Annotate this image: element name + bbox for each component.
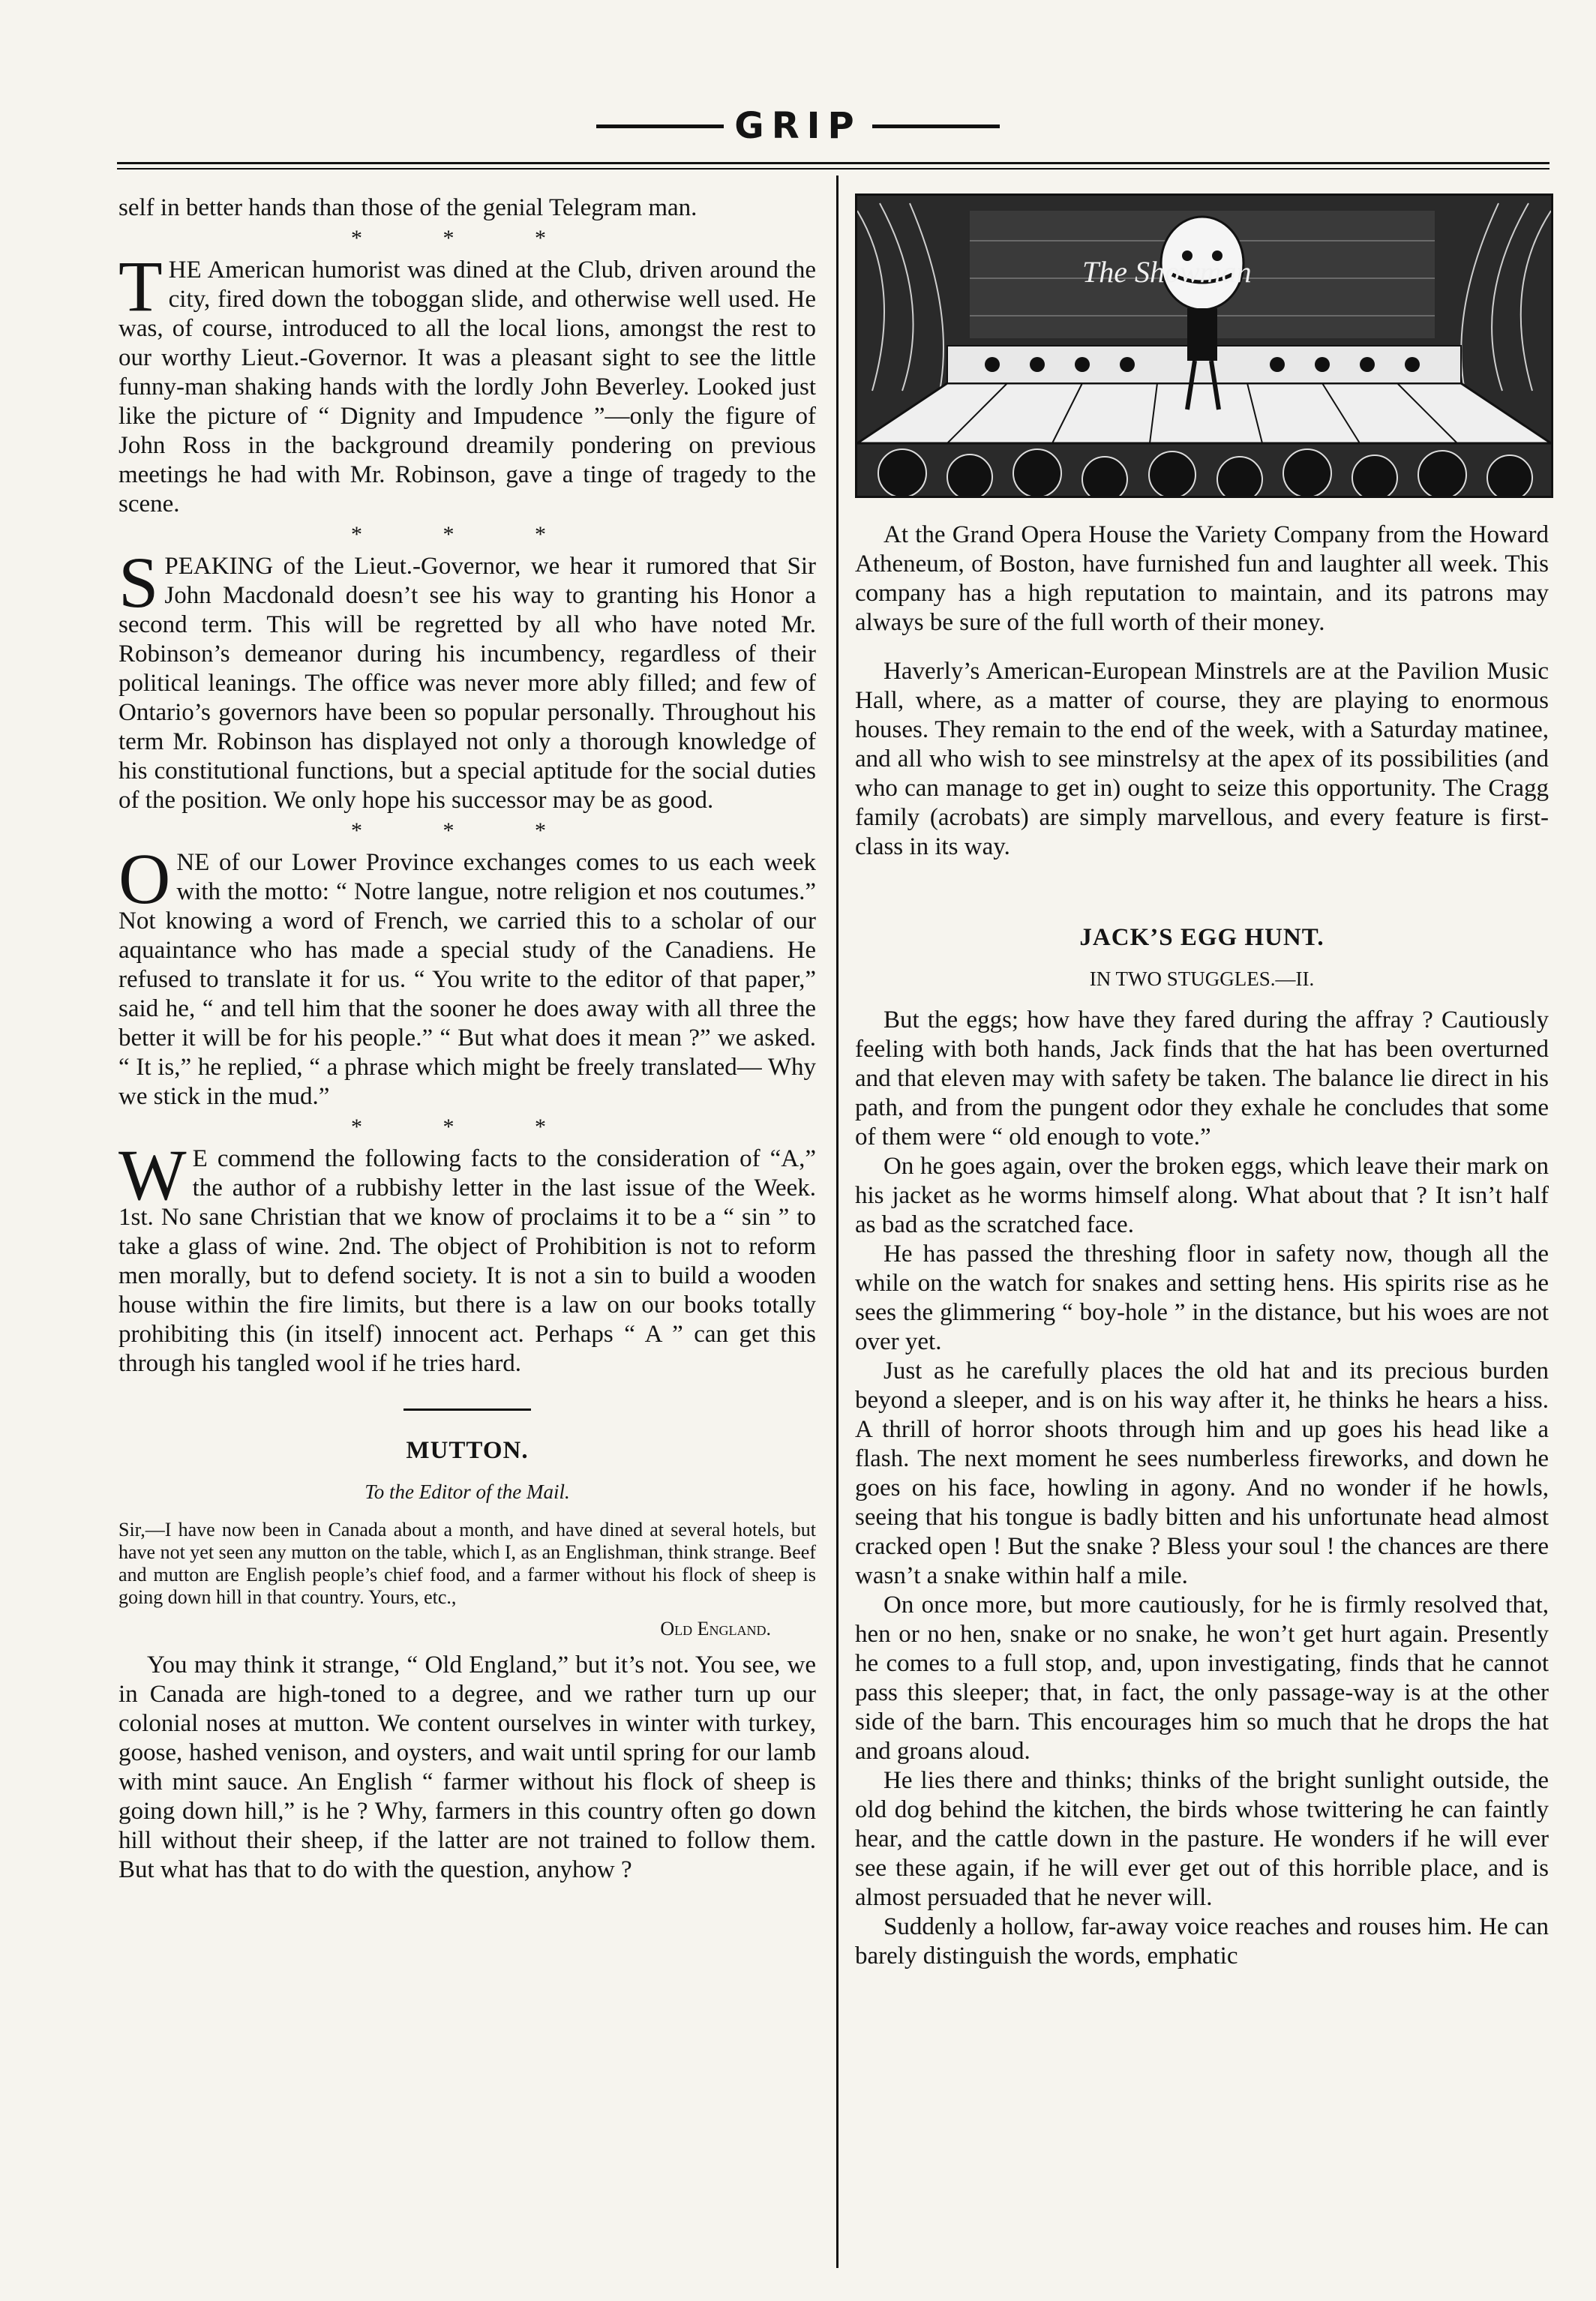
intro-paragraph: self in better hands than those of the genial Telegram man. — [118, 194, 698, 221]
mutton-letter: Sir,—I have now been in Canada about a month, and have dined at several hotels, but have not yet seen any mutton on the table, which I, as an Englishman, think strange. Beef and mutton are English people’s chief food, and a farmer without his flock of sheep is going down hill in that country. Yours, etc., — [118, 1519, 816, 1608]
article-humorist — [118, 246, 816, 519]
article-prohibition — [118, 1135, 816, 1378]
showman-cartoon — [855, 194, 1553, 498]
mutton-signoff: Old England. — [660, 1618, 771, 1640]
article-divider — [404, 1408, 531, 1411]
jack-paragraph: He has passed the threshing floor in safety now, though all the while on the watch for snakes and setting hens. His spirits rise as he sees the glimmering “ boy-hole ” in the distance, but his woes are not over yet. — [855, 1240, 1549, 1355]
article-lieut-governor — [118, 542, 816, 815]
section-separator: * * * — [351, 818, 584, 843]
jack-paragraph: Just as he carefully places the old hat and its precious burden beyond a sleeper, and is on his way after it, he thinks he hears a hiss. A thrill of horror shoots through him and up goes his head like a flash. The next moment he sees numberless fireworks, and down he goes on his face, howling in agony. And no wonder if he howls, seeing that his tongue is badly bitten and his unfortunate head almost cracked open ! But the snake ? Bless your soul ! the chances are there wasn’t a snake within half a mile. — [855, 1358, 1549, 1589]
article-motto-text: NE of our Lower Province exchanges comes to us each week with the motto: “ Notre langue, notre religion et nos coutumes.” Not knowing a word of French, we carried this to a scholar of our aquaintance who has made a special study of the Canadiens. He refused to translate it for us. “ You write to the editor of that paper,” said he, “ and tell him that the sooner he does away with all three the better it will be for his people.” “ But what does it mean ?” we asked. “ It is,” he replied, “ a phrase which might be freely translated— Why we stick in the mud.” — [118, 849, 816, 1110]
jack-paragraph: He lies there and thinks; thinks of the bright sunlight outside, the old dog behind the kitchen, the birds whose twittering he can faintly hear, and the cattle down in the pasture. He wonders if he will ever see these again, if he will ever get out of this horrible place, and is almost persuaded that he never will. — [855, 1767, 1549, 1911]
jack-paragraph: On once more, but more cautiously, for he is firmly resolved that, hen or no hen, snake or no snake, he won’t get hurt again. Presently he comes to a full stop, and, upon investigating, finds that he cannot pass this sleeper; that, in fact, the only passage-way is at the other side of the barn. This encourages him so much that he drops the hat and groans aloud. — [855, 1592, 1549, 1765]
section-separator: * * * — [351, 226, 584, 250]
minstrels-paragraph: Haverly’s American-European Minstrels are at the Pavilion Music Hall, where, as a matter of course, they are playing to enormous houses. They remain to the end of the week, with a Saturday matinee, and all who wish to see minstrelsy at the apex of its possibilities (and who can manage to get in) ought to seize this opportunity. The Cragg family (acrobats) are simply marvellous, and every feature is first-class in its way. — [855, 658, 1549, 860]
masthead-title: GRIP — [734, 105, 862, 147]
jack-paragraph: Suddenly a hollow, far-away voice reaches and rouses him. He can barely distinguish the words, emphatic — [855, 1913, 1549, 1970]
article-prohibition-text: E commend the following facts to the consideration of “A,” the author of a rubbishy letter in the last issue of the Week. 1st. No sane Christian that we know of proclaims it to be a “ sin ” to take a glass of wine. 2nd. The object of Prohibition is not to reform men morally, but to defend society. It is not a sin to build a wooden house within the fire limits, but there is a law on our books totally prohibiting this (in itself) innocent act. Perhaps “ A ” can get this through his tangled wool if he tries hard. — [118, 1145, 816, 1377]
masthead-rule-right — [872, 124, 1000, 128]
article-lieut-governor-text: PEAKING of the Lieut.-Governor, we hear it rumored that Sir John Macdonald doesn’t see his way to granting his Honor a second term. This will be regretted by all who have noted Mr. Robinson’s demeanor during his incumbency, regardless of their political leanings. The office was never more ably filled; and few of Ontario’s governors have been so popular personally. Throughout his term Mr. Robinson has displayed not only a thorough knowledge of his constitutional functions, but a special aptitude for the social duties of the position. We only hope his successor may be as good. — [118, 553, 816, 814]
section-separator: * * * — [351, 1114, 584, 1139]
dropcap-s: S — [118, 542, 159, 622]
showman-illustration — [857, 196, 1551, 496]
section-separator: * * * — [351, 522, 584, 547]
dropcap-w: W — [118, 1135, 187, 1215]
opera-house-paragraph: At the Grand Opera House the Variety Company from the Howard Atheneum, of Boston, have furnished fun and laughter all week. This company has a high reputation to maintain, and its patrons may always be sure of the full worth of their money. — [855, 521, 1549, 636]
cartoon-lettering: The Showman — [1082, 255, 1252, 289]
article-humorist-text: HE American humorist was dined at the Club, driven around the city, fired down the toboggan slide, and otherwise well used. He was, of course, introduced to all the local lions, amongst the rest to our worthy Lieut.-Governor. It was a pleasant sight to see the little funny-man shaking hands with the lordly John Beverley. Looked just like the picture of “ Dignity and Impudence ”—only the figure of John Ross in the background dreamily pondering on previous meetings he had with Mr. Robinson, gave a tinge of tragedy to the scene. — [118, 256, 816, 518]
left-column — [118, 194, 816, 1885]
mutton-subheading: To the Editor of the Mail. — [364, 1480, 570, 1503]
masthead-rule-left — [596, 124, 724, 128]
dropcap-o: O — [118, 838, 171, 919]
header-rule — [117, 162, 1550, 164]
mutton-heading: MUTTON. — [406, 1437, 529, 1464]
right-column — [855, 194, 1549, 1971]
article-motto — [118, 838, 816, 1112]
header-rule-secondary — [117, 168, 1550, 170]
column-divider — [836, 176, 838, 2268]
jack-paragraph: But the eggs; how have they fared during the affray ? Cautiously feeling with both hands, Jack finds that the hat has been overturned and that eleven may with safety be taken. The balance lie direct in his path, and from the pungent odor they exhale he concludes that some of them were “ old enough to vote.” — [855, 1006, 1549, 1150]
mutton-reply: You may think it strange, “ Old England,” but it’s not. You see, we in Canada are high-toned to a degree, and we rather turn up our colonial noses at mutton. We content ourselves in winter with turkey, goose, hashed venison, and oysters, and wait until spring for our lamb with mint sauce. An English “ farmer without his flock of sheep is going down hill,” is he ? Why, farmers in this country often go down hill without their sheep, if the latter are not trained to follow them. But what has that to do with the question, anyhow ? — [118, 1652, 816, 1883]
jack-heading: JACK’S EGG HUNT. — [1079, 924, 1324, 951]
dropcap-t: T — [118, 246, 163, 326]
masthead — [0, 105, 1596, 165]
jack-paragraph: On he goes again, over the broken eggs, which leave their mark on his jacket as he worms himself along. What about that ? It isn’t half as bad as the scratched face. — [855, 1153, 1549, 1238]
jack-subheading: IN TWO STUGGLES.—II. — [1089, 968, 1315, 990]
